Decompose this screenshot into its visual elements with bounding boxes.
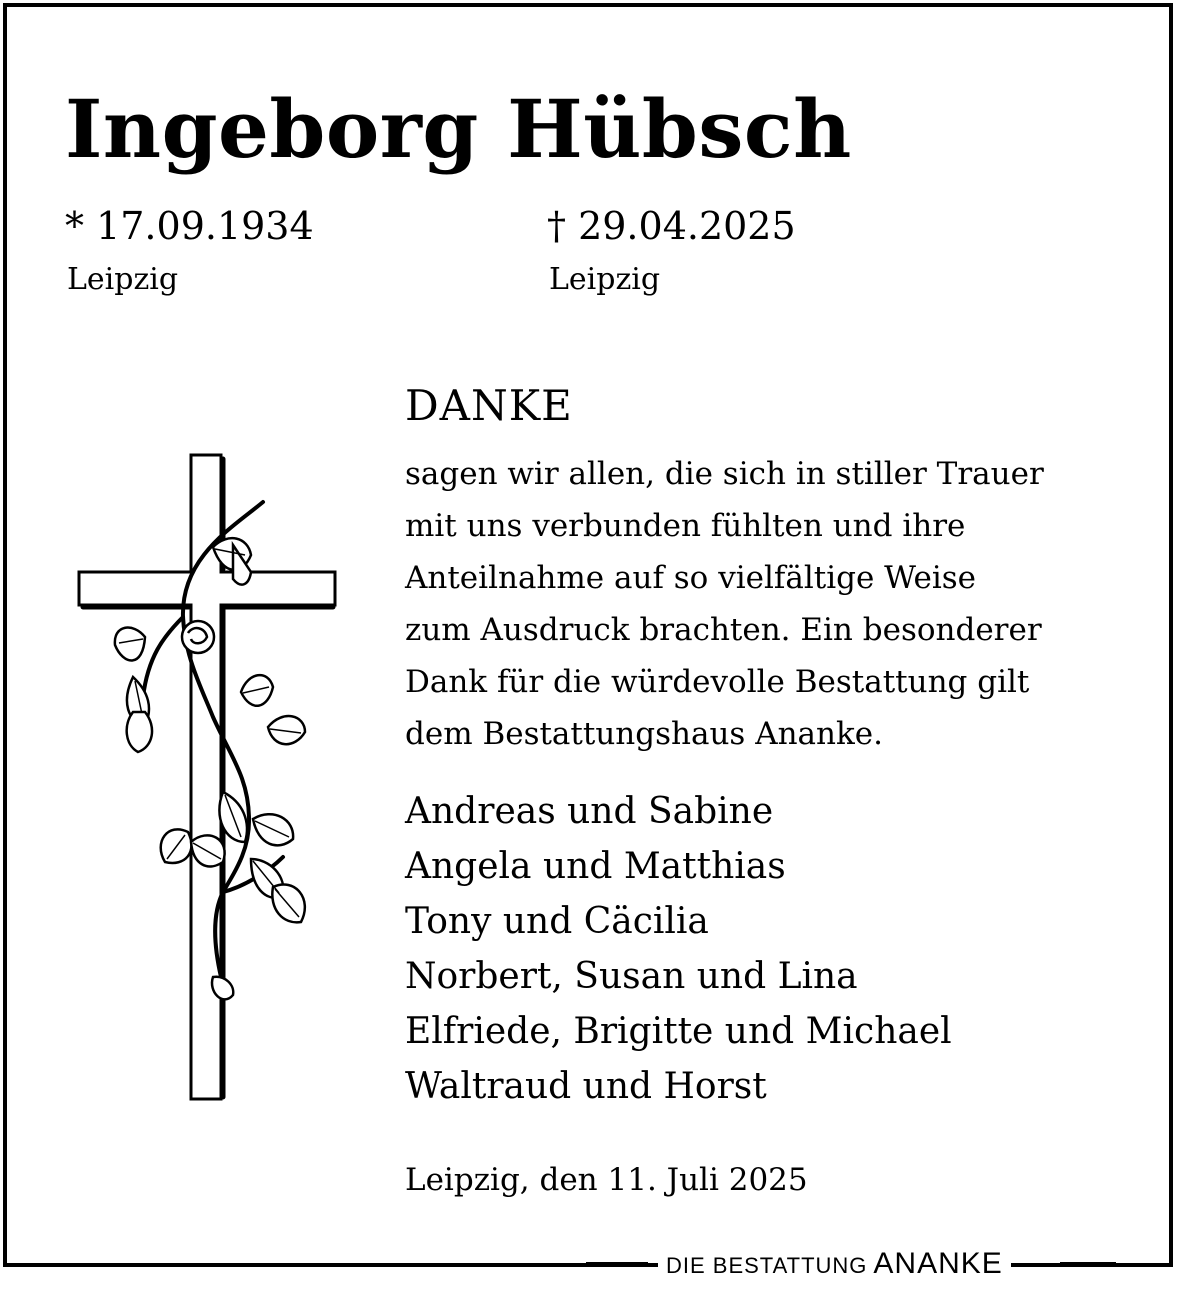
thanks-heading: DANKE (405, 381, 573, 430)
thanks-text-line: Dank für die würdevolle Bestattung gilt (405, 664, 1030, 700)
thanks-text-line: dem Bestattungshaus Ananke. (405, 716, 883, 752)
thanks-text-line: zum Ausdruck brachten. Ein besonderer (405, 612, 1042, 648)
family-member: Elfriede, Brigitte und Michael (405, 1011, 952, 1052)
family-member: Waltraud und Horst (405, 1066, 767, 1107)
footer-rule-left (586, 1262, 648, 1266)
family-member: Andreas und Sabine (405, 791, 774, 832)
funeral-home-brand: ANANKE (873, 1247, 1003, 1280)
family-member: Tony und Cäcilia (405, 901, 709, 942)
family-member: Norbert, Susan und Lina (405, 956, 858, 997)
funeral-home-prefix: DIE BESTATTUNG (666, 1253, 868, 1278)
thanks-text (405, 448, 1145, 760)
cross-with-rose-icon (73, 447, 343, 1107)
death-place: Leipzig (549, 262, 661, 297)
birth-date: * 17.09.1934 (65, 204, 314, 248)
thanks-text-line: mit uns verbunden fühlten und ihre (405, 508, 966, 544)
deceased-name: Ingeborg Hübsch (65, 82, 852, 176)
thanks-text-line: Anteilnahme auf so vielfältige Weise (405, 560, 977, 596)
death-date: † 29.04.2025 (547, 204, 796, 248)
notice-frame (3, 3, 1173, 1267)
family-list (405, 784, 952, 1114)
closing-place-date: Leipzig, den 11. Juli 2025 (405, 1162, 808, 1198)
thanks-text-line: sagen wir allen, die sich in stiller Trauer (405, 456, 1044, 492)
funeral-home-label (658, 1242, 1011, 1282)
birth-place: Leipzig (67, 262, 179, 297)
footer-rule-right (1060, 1262, 1116, 1266)
family-member: Angela und Matthias (405, 846, 786, 887)
footer-branding (0, 1242, 1180, 1282)
